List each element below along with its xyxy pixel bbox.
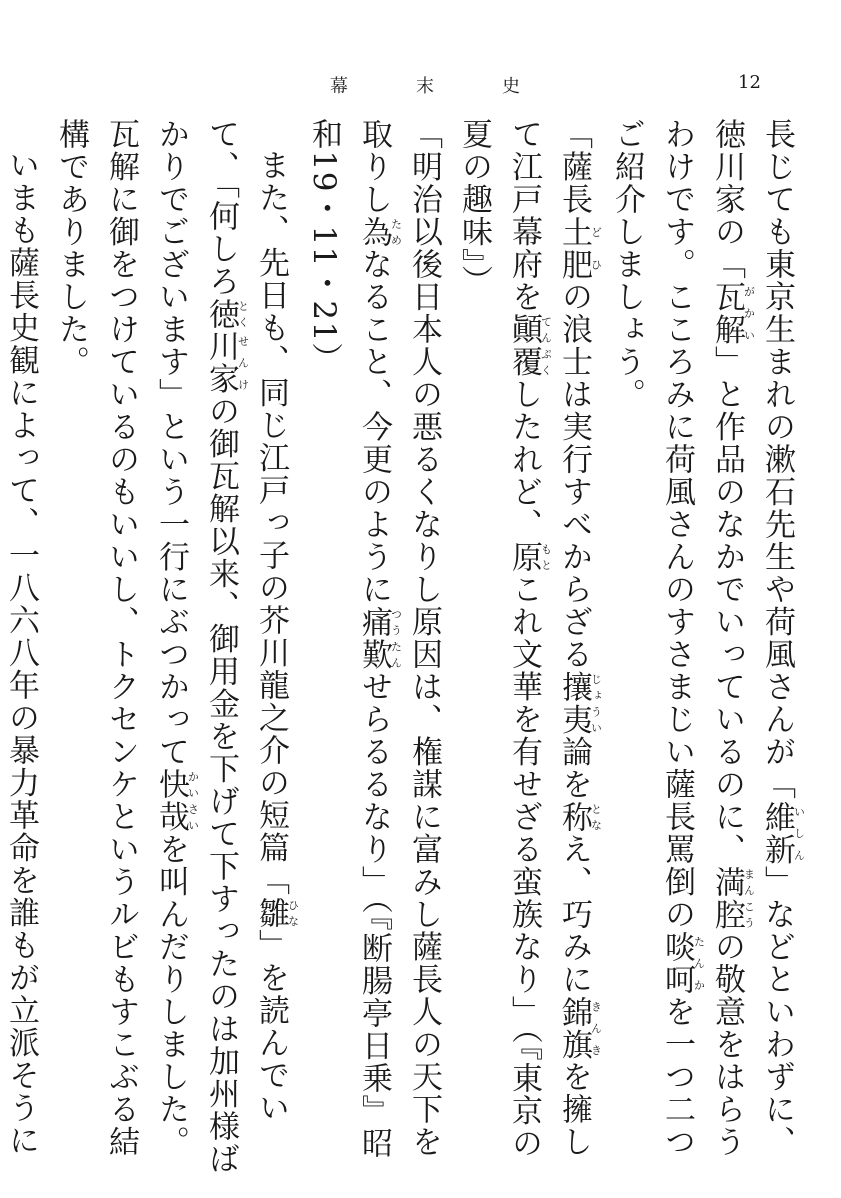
- ruby-word: 満腔まんこう: [709, 865, 756, 931]
- paragraph: 「明治以後日本人の悪るくなりし原因は、権謀に富みし薩長人の天下を取りし為ためなること、今更のように痛歎つうたんせらるるなり」（『断腸亭日乗』昭和19・11・21）: [306, 118, 442, 1160]
- ruby-word: 瓦解がかい: [709, 280, 756, 346]
- ruby-reading: かいさい: [186, 768, 200, 833]
- ruby-reading: せんけ: [236, 330, 250, 395]
- ruby-reading: つうたん: [389, 605, 403, 671]
- ruby-word: 啖呵たんか: [659, 930, 706, 996]
- paragraph: 長じても東京生まれの漱石先生や荷風さんが「維新いしん」などといわずに、徳川家の「瓦解がかい」と作品のなかでいっているのに、満腔まんこうの敬意をはらうわけです。こころみに荷風さんのすさまじい薩長罵倒の啖呵たんかを一つ二つご紹介しましょう。: [609, 118, 806, 1158]
- ruby-reading: まんこう: [742, 865, 756, 931]
- paragraph: また、先日も、同じ江戸っ子の芥川龍之介の短篇「雛ひな」を読んでいて、「何しろ徳とく川家せんけの御瓦解以来、御用金を下げて下すったのは加州様ばかりでございます」という一行にぶつかって快哉かいさいを叫んだりしました。瓦解に御をつけているのもいいし、トクセンケというルビもすこぶる結構でありました。: [53, 118, 300, 1175]
- page-number: 12: [738, 72, 761, 93]
- ruby-word: 攘夷じょうい: [556, 670, 603, 736]
- running-title-char: 史: [502, 76, 520, 97]
- body-text: [3, 118, 806, 1178]
- ruby-word: 顚覆てんぷく: [506, 313, 553, 378]
- ruby-reading: ひな: [286, 896, 300, 929]
- ruby-reading: てんぷく: [539, 313, 553, 378]
- ruby-reading: がかい: [742, 280, 756, 346]
- ruby-reading: とな: [589, 800, 603, 833]
- ruby-reading: とく: [236, 297, 250, 330]
- ruby-reading: いしん: [792, 800, 806, 866]
- paragraph: いまも薩長史観によって、一八六八年の暴力革命を誰もが立派そうに: [3, 149, 39, 1157]
- running-title-char: 幕: [330, 76, 348, 97]
- ruby-word: 徳とく: [203, 297, 250, 330]
- ruby-reading: どひ: [589, 215, 603, 281]
- ruby-reading: じょうい: [589, 670, 603, 736]
- ruby-reading: きんき: [589, 995, 603, 1061]
- ruby-word: 錦旗きんき: [556, 995, 603, 1061]
- ruby-word: 川家せんけ: [203, 330, 250, 395]
- ruby-word: 快哉かいさい: [153, 768, 200, 833]
- ruby-reading: たんか: [692, 930, 706, 996]
- ruby-reading: もと: [539, 540, 553, 573]
- running-title-char: 末: [416, 76, 434, 97]
- ruby-word: 痛歎つうたん: [356, 605, 403, 671]
- paragraph: 「薩長土肥どひの浪士は実行すべからざる攘夷じょうい論を称となえ、巧みに錦旗きんきを擁して江戸幕府を顚覆てんぷくしたれど、原もとこれ文華を有せざる蛮族なり」（『東京の夏の趣味』）: [456, 118, 603, 1160]
- ruby-word: 維新いしん: [759, 800, 806, 866]
- ruby-word: 土肥どひ: [556, 215, 603, 281]
- running-title: [330, 72, 520, 98]
- ruby-reading: ため: [389, 215, 403, 248]
- ruby-word: 為ため: [356, 215, 403, 248]
- ruby-word: 原もと: [506, 540, 553, 573]
- ruby-word: 雛ひな: [253, 896, 300, 929]
- ruby-word: 称とな: [556, 800, 603, 833]
